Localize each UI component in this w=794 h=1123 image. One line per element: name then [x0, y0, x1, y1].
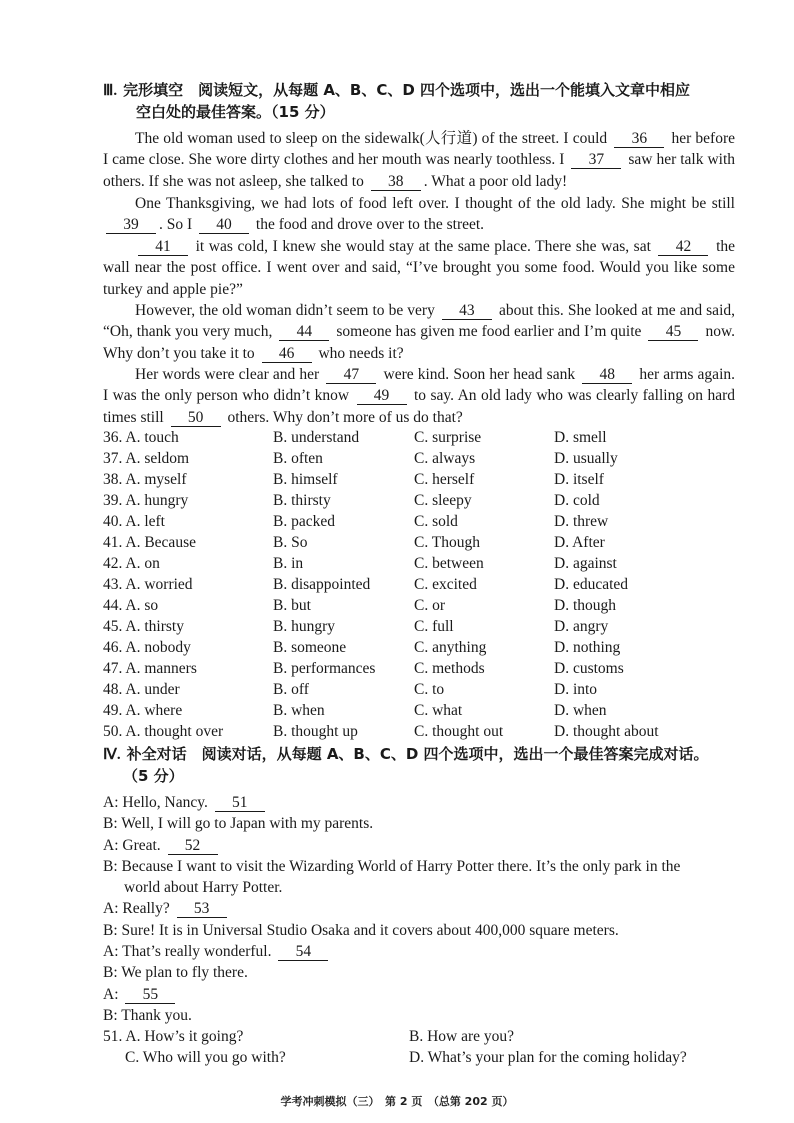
section-4-title-line2: （5 分） — [123, 767, 184, 785]
dialogue-text: Because I want to visit the Wizarding World of Harry Potter there. It’s the only park in the — [121, 857, 681, 875]
dialogue-text: Hello, Nancy. — [122, 794, 208, 811]
passage-text: The old woman used to sleep on the sidewalk(人行道) of the street. I could — [135, 130, 608, 147]
option-d: D. against — [554, 555, 617, 572]
option-a: 42. A. on — [103, 555, 160, 572]
dialogue — [103, 792, 743, 1026]
option-b: B. performances — [273, 660, 376, 677]
option-a: 47. A. manners — [103, 660, 197, 677]
option-d: D. nothing — [554, 639, 621, 656]
passage-text: the food and drove over to the street. — [255, 216, 485, 234]
section-3-title-line1: 完形填空 阅读短文，从每题 A、B、C、D 四个选项中，选出一个能填入文章中相应 — [123, 81, 691, 99]
option-b: B. himself — [273, 471, 338, 488]
passage-text: to say. An old lady who was clearly falling on hard times still — [103, 387, 736, 426]
blank-54: 54 — [278, 944, 328, 961]
option-b: B. off — [273, 681, 309, 698]
option-c: C. herself — [414, 471, 475, 488]
dialogue-line — [103, 962, 743, 983]
option-a: 48. A. under — [103, 681, 180, 698]
passage-text: . What a poor old lady! — [423, 172, 568, 190]
option-row — [103, 490, 743, 511]
option-d: D. cold — [554, 492, 600, 509]
option-row — [103, 532, 743, 553]
speaker: A: — [103, 943, 119, 961]
option-row — [103, 616, 743, 637]
passage-paragraph-3 — [103, 236, 735, 300]
option-a: 41. A. Because — [103, 534, 196, 551]
option-b: B. but — [273, 597, 311, 614]
blank-55: 55 — [125, 987, 175, 1004]
blank-42: 42 — [658, 239, 708, 256]
blank-37: 37 — [571, 152, 621, 169]
passage-paragraph-5 — [103, 364, 735, 428]
dialogue-line — [103, 835, 743, 856]
option-b: B. in — [273, 555, 304, 572]
cloze-options — [103, 427, 743, 742]
dialogue-line — [103, 984, 743, 1005]
dialogue-line — [103, 792, 743, 813]
speaker: A: — [103, 794, 119, 811]
blank-39: 39 — [106, 217, 156, 234]
option-a: 43. A. worried — [103, 576, 193, 593]
passage-text: One Thanksgiving, we had lots of food left over. I thought of the old lady. She might be still — [135, 195, 735, 212]
page-footer: 学考冲刺模拟（三） 第 2 页 （总第 202 页） — [280, 1095, 514, 1108]
option-c: C. what — [414, 702, 463, 719]
speaker: A: — [103, 985, 119, 1003]
option-d: D. usually — [554, 450, 618, 467]
option-d: D. educated — [554, 576, 629, 593]
section-3-number: Ⅲ. — [103, 83, 118, 99]
section-3-title-line2: 空白处的最佳答案。（15 分） — [136, 103, 335, 121]
option-b: B. thought up — [273, 723, 358, 740]
blank-50: 50 — [171, 410, 221, 427]
speaker: B: — [103, 815, 118, 833]
passage-text: her before I came close. She wore dirty clothes and her mouth was nearly toothless. I — [103, 130, 736, 169]
passage-text: However, the old woman didn’t seem to be very — [135, 302, 435, 319]
option-d: D. What’s your plan for the coming holiday? — [409, 1049, 687, 1066]
dialogue-text: world about Harry Potter. — [124, 879, 283, 897]
option-row — [103, 427, 743, 448]
option-d: D. threw — [554, 513, 609, 530]
blank-36: 36 — [614, 131, 664, 148]
speaker: B: — [103, 964, 118, 982]
passage-text: now. Why don’t you take it to — [103, 323, 736, 362]
speaker: B: — [103, 921, 118, 939]
option-a: 46. A. nobody — [103, 639, 191, 656]
option-a: 51. A. How’s it going? — [103, 1028, 244, 1045]
option-a: 36. A. touch — [103, 429, 179, 446]
passage-text: were kind. Soon her head sank — [383, 366, 576, 383]
blank-53: 53 — [177, 901, 227, 918]
dialogue-text: Sure! It is in Universal Studio Osaka and it covers about 400,000 square meters. — [121, 921, 619, 939]
option-c: C. always — [414, 450, 476, 467]
option-row — [103, 721, 743, 742]
option-b: B. often — [273, 450, 323, 467]
option-row — [103, 595, 743, 616]
option-d: D. itself — [554, 471, 604, 488]
option-b: B. understand — [273, 429, 360, 446]
passage-text: it was cold, I knew she would stay at the same place. There she was, sat — [195, 238, 651, 255]
section-4-heading — [103, 744, 743, 787]
blank-52: 52 — [168, 838, 218, 855]
speaker: B: — [103, 857, 118, 875]
passage-text: someone has given me food earlier and I’m quite — [336, 323, 642, 341]
option-a: 40. A. left — [103, 513, 165, 530]
speaker: A: — [103, 836, 119, 854]
option-c: C. Though — [414, 534, 481, 551]
option-d: D. customs — [554, 660, 624, 677]
speaker: B: — [103, 1006, 118, 1024]
passage-text: others. Why don’t more of us do that? — [227, 408, 463, 426]
option-d: D. into — [554, 681, 598, 698]
section-4-number: Ⅳ. — [103, 747, 121, 763]
option-c: C. or — [414, 597, 445, 614]
option-a: 45. A. thirsty — [103, 618, 184, 635]
blank-46: 46 — [262, 346, 312, 363]
passage-paragraph-1 — [103, 128, 735, 192]
option-a: 39. A. hungry — [103, 492, 189, 509]
option-row — [103, 574, 743, 595]
dialogue-text: We plan to fly there. — [121, 964, 248, 982]
option-row — [103, 1047, 743, 1068]
dialogue-text: Great. — [122, 836, 161, 854]
blank-45: 45 — [648, 324, 698, 341]
dialogue-text: Well, I will go to Japan with my parents. — [121, 815, 374, 833]
passage-text: saw her talk with others. If she was not asleep, she talked to — [103, 151, 736, 190]
option-row — [103, 679, 743, 700]
passage-text: the wall near the post office. I went over and said, “I’ve brought you some food. Would you like some turkey and apple pie?” — [103, 238, 735, 298]
passage-text: about this. She looked at me and said, “Oh, thank you very much, — [103, 302, 735, 341]
passage-paragraph-2 — [103, 193, 735, 236]
option-b: B. How are you? — [409, 1028, 515, 1045]
dialogue-line — [103, 898, 743, 919]
option-a: 37. A. seldom — [103, 450, 190, 467]
dialogue-line — [103, 813, 743, 834]
option-c: C. thought out — [414, 723, 504, 740]
option-row — [103, 553, 743, 574]
option-d: D. smell — [554, 429, 607, 446]
blank-38: 38 — [371, 174, 421, 191]
blank-44: 44 — [279, 324, 329, 341]
dialogue-line — [103, 1005, 743, 1026]
option-row — [103, 511, 743, 532]
option-c: C. sleepy — [414, 492, 472, 509]
option-row — [103, 637, 743, 658]
section-3-heading — [103, 80, 743, 123]
option-c: C. to — [414, 681, 445, 698]
dialogue-line — [103, 941, 743, 962]
passage-text: her arms again. I was the only person who didn’t know — [103, 366, 735, 405]
option-a: 50. A. thought over — [103, 723, 224, 740]
blank-47: 47 — [326, 367, 376, 384]
dialogue-line — [103, 920, 743, 941]
passage-text: . So I — [159, 216, 193, 234]
option-b: B. someone — [273, 639, 347, 656]
option-row — [103, 469, 743, 490]
option-c: C. between — [414, 555, 484, 572]
blank-49: 49 — [357, 388, 407, 405]
passage-paragraph-4 — [103, 300, 735, 364]
option-d: D. After — [554, 534, 605, 551]
option-a: 44. A. so — [103, 597, 159, 614]
option-c: C. methods — [414, 660, 485, 677]
option-d: D. when — [554, 702, 607, 719]
section-4-title-line1: 补全对话 阅读对话，从每题 A、B、C、D 四个选项中，选出一个最佳答案完成对话。 — [126, 745, 709, 763]
option-c: C. Who will you go with? — [125, 1049, 286, 1066]
option-d: D. though — [554, 597, 616, 614]
option-b: B. hungry — [273, 618, 335, 635]
option-b: B. disappointed — [273, 576, 371, 593]
option-c: C. full — [414, 618, 454, 635]
dialogue-text: Really? — [122, 900, 170, 918]
option-c: C. anything — [414, 639, 487, 656]
speaker: A: — [103, 900, 119, 918]
option-a: 38. A. myself — [103, 471, 187, 488]
dialogue-text: Thank you. — [121, 1006, 192, 1024]
blank-51: 51 — [215, 795, 265, 812]
blank-40: 40 — [199, 217, 249, 234]
option-b: B. So — [273, 534, 308, 551]
passage-text: Her words were clear and her — [135, 366, 320, 383]
option-d: D. angry — [554, 618, 609, 635]
blank-41: 41 — [138, 239, 188, 256]
option-b: B. packed — [273, 513, 335, 530]
option-row — [103, 700, 743, 721]
option-a: 49. A. where — [103, 702, 183, 719]
option-b: B. thirsty — [273, 492, 331, 509]
option-d: D. thought about — [554, 723, 659, 740]
passage-text: who needs it? — [318, 344, 404, 362]
blank-43: 43 — [442, 303, 492, 320]
blank-48: 48 — [582, 367, 632, 384]
option-c: C. excited — [414, 576, 477, 593]
option-row — [103, 1026, 743, 1047]
dialogue-options-51 — [103, 1026, 743, 1068]
dialogue-text: That’s really wonderful. — [122, 943, 272, 961]
option-row — [103, 658, 743, 679]
option-c: C. sold — [414, 513, 458, 530]
option-row — [103, 448, 743, 469]
option-b: B. when — [273, 702, 325, 719]
option-c: C. surprise — [414, 429, 482, 446]
dialogue-line — [103, 856, 743, 899]
